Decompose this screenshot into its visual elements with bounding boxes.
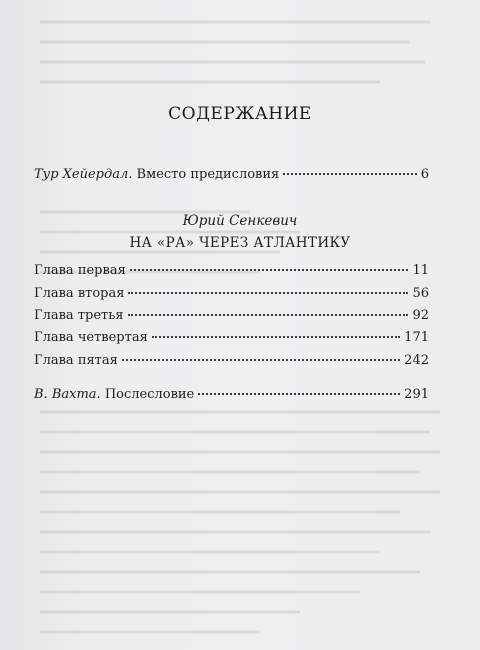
toc-entry-foreword bbox=[34, 167, 429, 183]
toc-chapter-page: 11 bbox=[412, 263, 429, 278]
section-author: Юрий Сенкевич bbox=[182, 213, 298, 229]
toc-chapter-page: 92 bbox=[412, 308, 429, 323]
toc-chapter-page: 56 bbox=[412, 286, 429, 301]
toc-chapter-text: Глава вторая bbox=[34, 286, 125, 301]
dot-leader bbox=[128, 292, 408, 294]
dot-leader bbox=[130, 269, 409, 271]
dot-leader bbox=[283, 173, 416, 175]
toc-chapter-4 bbox=[34, 330, 429, 346]
toc-entry-text: Послесловие bbox=[104, 387, 195, 402]
toc-chapter-text: Глава четвертая bbox=[34, 330, 148, 345]
dot-leader bbox=[122, 359, 400, 361]
toc-entry-afterword bbox=[34, 387, 429, 403]
toc-chapter-page: 242 bbox=[404, 353, 429, 368]
toc-chapter-text: Глава третья bbox=[34, 308, 124, 323]
toc-entry-author: Тур Хейердал. bbox=[34, 167, 133, 182]
toc-chapter-3 bbox=[34, 308, 429, 324]
dot-leader bbox=[152, 336, 400, 338]
toc-chapter-2 bbox=[34, 286, 429, 302]
toc-entry-page: 291 bbox=[404, 387, 429, 402]
toc-entry-author: В. Вахта. bbox=[34, 387, 101, 402]
toc-chapter-text: Глава первая bbox=[34, 263, 126, 278]
toc-chapter-page: 171 bbox=[404, 330, 429, 345]
toc-entry-text: Вместо предисловия bbox=[136, 167, 280, 182]
toc-entry-page: 6 bbox=[420, 167, 429, 182]
toc-chapter-text: Глава пятая bbox=[34, 353, 118, 368]
toc-chapter-5 bbox=[34, 353, 429, 369]
dot-leader bbox=[198, 393, 400, 395]
toc-chapter-1 bbox=[34, 263, 429, 279]
dot-leader bbox=[128, 314, 409, 316]
toc-heading: СОДЕРЖАНИЕ bbox=[168, 104, 312, 124]
section-book-title: НА «РА» ЧЕРЕЗ АТЛАНТИКУ bbox=[129, 235, 351, 251]
